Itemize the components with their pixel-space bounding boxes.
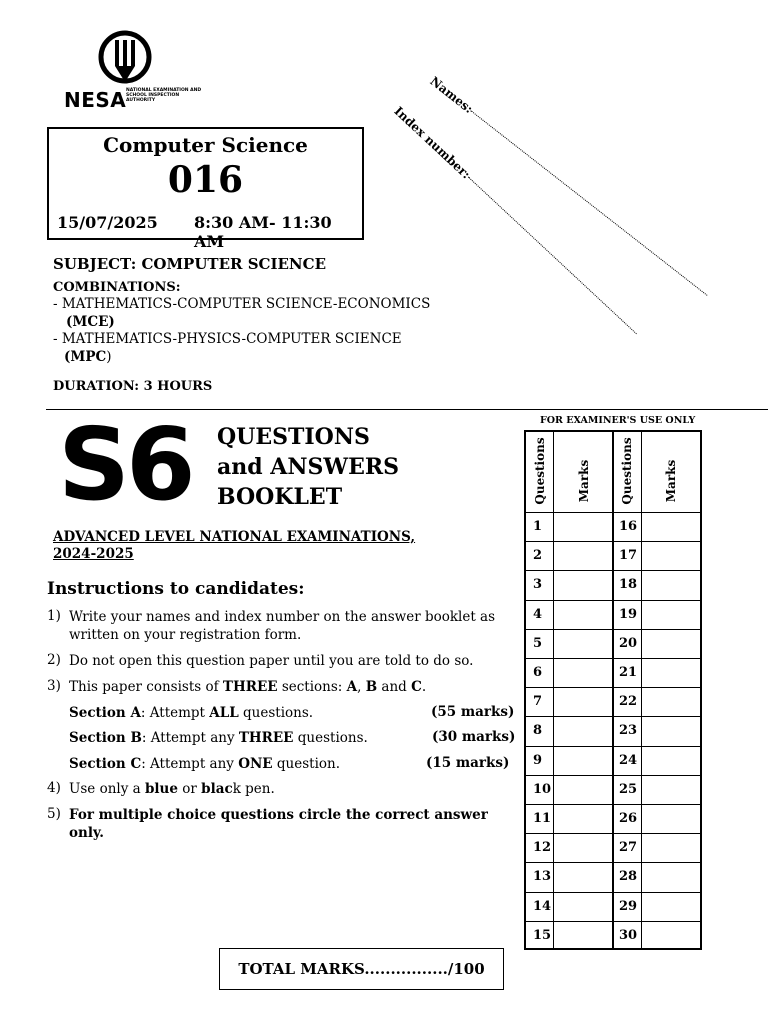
exam-date: 15/07/2025: [57, 213, 158, 232]
question-number: 8: [533, 723, 543, 739]
question-number: 1: [533, 519, 543, 534]
question-number: 22: [619, 694, 638, 710]
section-a-instruction: Section A: Attempt ALL questions.: [69, 705, 314, 721]
question-number: 9: [533, 752, 543, 768]
question-number: 10: [533, 781, 552, 797]
question-number: 20: [619, 635, 638, 651]
question-number: 30: [619, 927, 638, 943]
exam-title: Computer Science: [103, 133, 308, 157]
exam-code: 016: [167, 159, 244, 201]
question-number: 7: [533, 694, 543, 710]
marks-cell[interactable]: [554, 921, 611, 950]
marks-cell[interactable]: [554, 892, 611, 921]
combinations-heading: COMBINATIONS:: [53, 280, 181, 295]
national-exam-title: ADVANCED LEVEL NATIONAL EXAMINATIONS, 2024-2025: [53, 529, 416, 562]
marks-cell[interactable]: [554, 570, 611, 599]
instruction-4: Use only a blue or black pen.: [69, 781, 275, 797]
marks-cell[interactable]: [642, 570, 700, 599]
question-number: 2: [533, 548, 543, 564]
marks-cell[interactable]: [642, 892, 700, 921]
question-number: 27: [619, 840, 638, 856]
logo-wordmark: NESA: [64, 88, 127, 112]
question-number: 3: [533, 577, 543, 593]
questions-header-left: Questions: [533, 437, 547, 505]
duration: DURATION: 3 HOURS: [53, 379, 213, 394]
marks-cell[interactable]: [642, 746, 700, 775]
marks-cell[interactable]: [642, 775, 700, 804]
combination-mpc-code: (MPC): [64, 349, 112, 365]
question-number: 23: [619, 723, 638, 739]
question-number: 4: [533, 606, 543, 622]
instruction-1: Write your names and index number on the answer booklet as written on your registration form.: [69, 609, 496, 643]
question-number: 14: [533, 898, 552, 914]
question-number: 18: [619, 577, 638, 593]
marks-cell[interactable]: [554, 775, 611, 804]
index-number-label: Index number:: [391, 104, 474, 182]
marks-cell[interactable]: [642, 512, 700, 541]
logo-tagline: NATIONAL EXAMINATION AND SCHOOL INSPECTION AUTHORITY: [126, 88, 202, 103]
question-number: 11: [533, 811, 552, 826]
marks-cell[interactable]: [642, 600, 700, 629]
question-number: 29: [619, 898, 638, 914]
marks-cell[interactable]: [642, 833, 700, 862]
marks-cell[interactable]: [642, 687, 700, 716]
booklet-title: QUESTIONS and ANSWERS BOOKLET: [217, 424, 400, 510]
marks-cell[interactable]: [554, 541, 611, 570]
combination-mce-code: (MCE): [66, 314, 115, 330]
index-dotted-line: [468, 176, 637, 334]
instructions-heading: Instructions to candidates:: [47, 579, 305, 599]
section-b-instruction: Section B: Attempt any THREE questions.: [69, 730, 368, 746]
subject-line: SUBJECT: COMPUTER SCIENCE: [53, 255, 327, 273]
question-number: 6: [533, 665, 543, 680]
section-c-marks: (15 marks): [426, 755, 510, 771]
combination-mce: - MATHEMATICS-COMPUTER SCIENCE-ECONOMICS: [53, 296, 431, 312]
marks-cell[interactable]: [554, 804, 611, 833]
question-number: 17: [619, 548, 638, 564]
marks-cell[interactable]: [642, 658, 700, 687]
question-number: 26: [619, 811, 638, 826]
total-marks-box: TOTAL MARKS................/100: [219, 948, 504, 990]
marks-cell[interactable]: [554, 833, 611, 862]
nesa-logo: [48, 24, 212, 116]
question-number: 28: [619, 869, 638, 885]
marks-cell[interactable]: [554, 512, 611, 541]
marks-header-left: Marks: [577, 459, 591, 503]
marks-cell[interactable]: [642, 541, 700, 570]
marks-cell[interactable]: [642, 804, 700, 833]
section-c-instruction: Section C: Attempt any ONE question.: [69, 756, 340, 772]
question-number: 12: [533, 840, 552, 856]
level-label: S6: [58, 406, 192, 523]
question-number: 15: [533, 927, 552, 943]
instruction-2: Do not open this question paper until you are told to do so.: [69, 653, 474, 669]
section-a-marks: (55 marks): [431, 704, 515, 720]
question-number: 13: [533, 869, 552, 885]
marks-cell[interactable]: [554, 658, 611, 687]
instruction-3: This paper consists of THREE sections: A, B and C.: [69, 679, 427, 695]
examiner-label: FOR EXAMINER'S USE ONLY: [540, 415, 696, 426]
marks-cell[interactable]: [642, 921, 700, 950]
questions-header-right: Questions: [620, 437, 634, 505]
marks-cell[interactable]: [554, 862, 611, 891]
section-b-marks: (30 marks): [432, 729, 516, 745]
question-number: 5: [533, 635, 543, 651]
marks-cell[interactable]: [554, 629, 611, 658]
question-number: 19: [619, 606, 638, 622]
marks-cell[interactable]: [642, 629, 700, 658]
marks-cell[interactable]: [642, 716, 700, 745]
marks-cell[interactable]: [554, 716, 611, 745]
marks-cell[interactable]: [642, 862, 700, 891]
exam-time: 8:30 AM- 11:30 AM: [194, 213, 332, 251]
instruction-5: For multiple choice questions circle the correct answer only.: [69, 807, 488, 841]
marks-header-right: Marks: [664, 459, 678, 503]
marks-cell[interactable]: [554, 687, 611, 716]
examiner-marks-table: [524, 430, 702, 950]
combination-mpc: - MATHEMATICS-PHYSICS-COMPUTER SCIENCE: [53, 331, 402, 347]
question-number: 21: [619, 665, 638, 680]
pencil-emblem-icon: [98, 30, 158, 92]
question-number: 25: [619, 781, 638, 797]
question-number: 16: [619, 519, 638, 534]
marks-cell[interactable]: [554, 746, 611, 775]
exam-info-box: [47, 127, 364, 251]
marks-cell[interactable]: [554, 600, 611, 629]
question-number: 24: [619, 752, 638, 768]
names-label: Names:: [427, 74, 476, 116]
